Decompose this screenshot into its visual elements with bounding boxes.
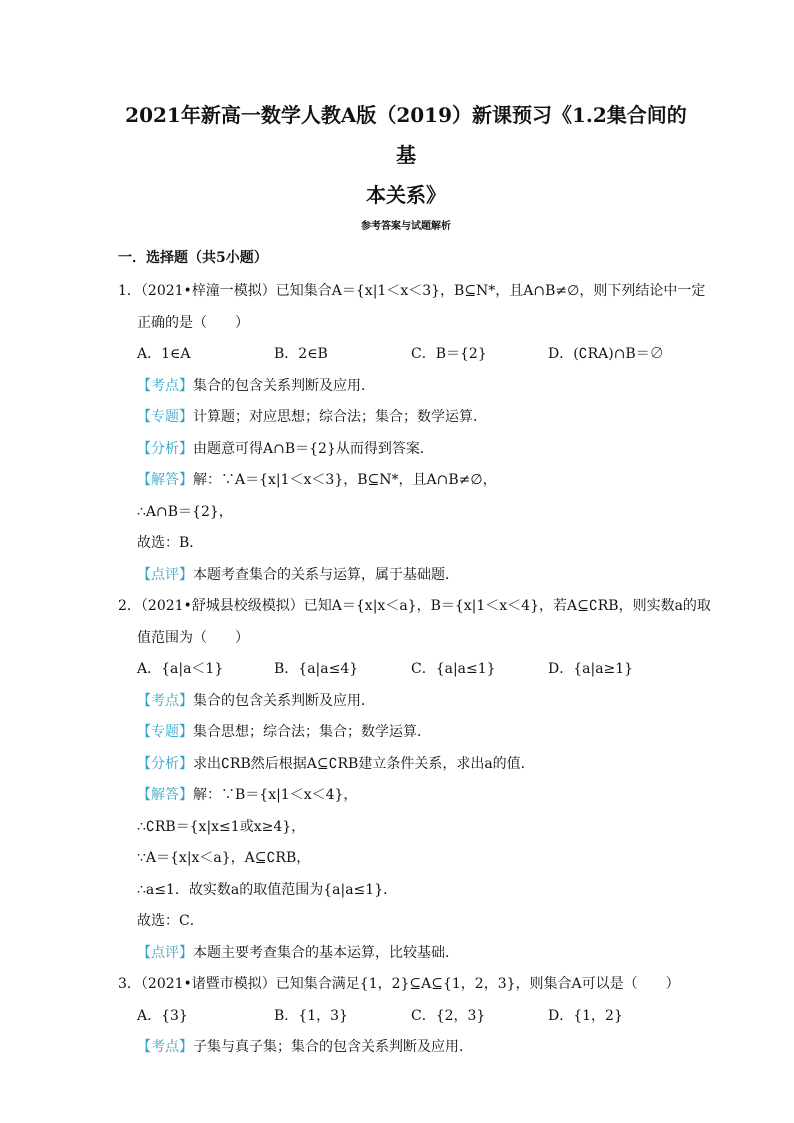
question-stem: 3．（2021•诸暨市模拟）已知集合满足{1，2}⊆A⊆{1，2，3}，则集合A可以是（ ）: [118, 976, 680, 992]
zhuanti-row: [118, 717, 694, 749]
kaodian-tag: 【考点】: [137, 692, 193, 709]
kaodian-tag: 【考点】: [137, 377, 193, 394]
fenxi-tag: 【分析】: [137, 755, 193, 772]
option-b: B．{1，3}: [274, 1007, 348, 1024]
dianping-row: [118, 560, 694, 592]
question-3: [118, 969, 694, 1064]
jieda-tag: 【解答】: [137, 472, 193, 488]
solution-line: ∴∁RB＝{x|x≤1或x≥4}，: [137, 818, 306, 835]
zhuanti-tag: 【专题】: [137, 724, 193, 740]
dianping-tag: 【点评】: [137, 566, 193, 583]
question-stem-cont: 正确的是（ ）: [137, 314, 249, 331]
kaodian-text: 集合的包含关系判断及应用．: [193, 377, 375, 394]
zhuanti-row: [118, 402, 694, 434]
option-d: D．{a|a≥1}: [548, 661, 634, 677]
options: [118, 654, 694, 686]
question-stem-cont: 值范围为（ ）: [137, 629, 249, 646]
jieda-row: [118, 465, 694, 497]
dianping-text: 本题考查集合的关系与运算，属于基础题．: [193, 566, 459, 583]
fenxi-row: [118, 434, 694, 466]
option-b: B．{a|a≤4}: [274, 661, 359, 677]
fenxi-text: 求出∁RB然后根据A⊆∁RB建立条件关系，求出a的值．: [193, 755, 535, 772]
option-a: A．1∈A: [137, 346, 191, 362]
question-stem: 2．（2021•舒城县校级模拟）已知A＝{x|x＜a}，B＝{x|1＜x＜4}，若A⊆∁RB，则实数a的取: [118, 598, 711, 614]
solution-line: ∴A∩B＝{2}，: [137, 503, 233, 520]
solution-line: ∴a≤1．故实数a的取值范围为{a|a≤1}．: [137, 881, 398, 898]
option-d: D．{1，2}: [548, 1007, 623, 1024]
kaodian-row: [118, 1032, 694, 1064]
document-title: 2021年新高一数学人教A版（2019）新课预习《1.2集合间的基 本关系》: [125, 103, 687, 207]
options: [118, 1001, 694, 1033]
option-c: C．{2，3}: [411, 1007, 486, 1024]
kaodian-tag: 【考点】: [137, 1039, 193, 1055]
kaodian-row: [118, 686, 694, 718]
kaodian-text: 集合的包含关系判断及应用．: [193, 692, 375, 709]
zhuanti-tag: 【专题】: [137, 409, 193, 425]
fenxi-row: [118, 749, 694, 781]
question-stem: 1．（2021•梓潼一模拟）已知集合A＝{x|1＜x＜3}，B⊆N*，且A∩B≠∅，则下列结论中一定: [118, 283, 706, 299]
question-1: [118, 276, 706, 591]
option-c: C．B＝{2}: [411, 346, 487, 362]
zhuanti-text: 计算题；对应思想；综合法；集合；数学运算．: [193, 409, 487, 425]
dianping-text: 本题主要考查集合的基本运算，比较基础．: [193, 944, 459, 961]
dianping-row: [118, 938, 694, 970]
dianping-tag: 【点评】: [137, 944, 193, 961]
solution-line: 故选：C．: [137, 913, 204, 929]
zhuanti-text: 集合思想；综合法；集合；数学运算．: [193, 724, 431, 740]
jieda-text: 解：∵B＝{x|1＜x＜4}，: [193, 787, 358, 803]
option-a: A．{a|a＜1}: [137, 661, 224, 677]
fenxi-tag: 【分析】: [137, 440, 193, 457]
option-a: A．{3}: [137, 1007, 188, 1024]
solution-line: 故选：B．: [137, 535, 204, 551]
jieda-text: 解：∵A＝{x|1＜x＜3}，B⊆N*，且A∩B≠∅，: [193, 472, 497, 488]
option-c: C．{a|a≤1}: [411, 661, 496, 677]
jieda-tag: 【解答】: [137, 787, 193, 803]
section-heading: 一．选择题（共5小题）: [118, 250, 268, 266]
fenxi-text: 由题意可得A∩B＝{2}从而得到答案．: [193, 440, 434, 457]
document-subtitle: 参考答案与试题解析: [361, 221, 451, 232]
solution-line: ∵A＝{x|x＜a}，A⊆∁RB，: [137, 850, 311, 866]
kaodian-text: 子集与真子集；集合的包含关系判断及应用．: [193, 1039, 473, 1055]
options: [118, 339, 694, 371]
jieda-row: [118, 780, 694, 812]
question-2: [118, 591, 711, 969]
kaodian-row: [118, 371, 694, 403]
option-d: D．(∁RA)∩B＝∅: [548, 346, 664, 362]
option-b: B．2∈B: [274, 346, 328, 362]
